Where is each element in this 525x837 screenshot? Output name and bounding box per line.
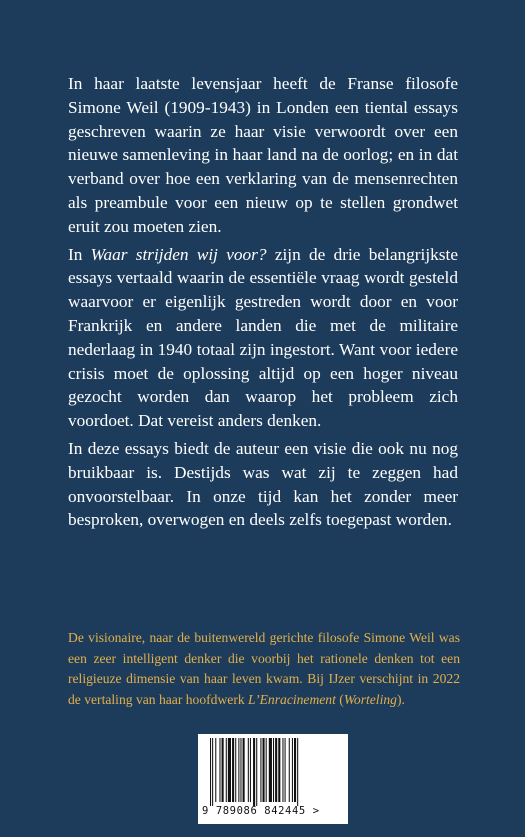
barcode-bar (292, 738, 293, 802)
barcode-bar (238, 738, 239, 802)
barcode-bar (266, 738, 267, 802)
isbn-barcode (198, 734, 348, 824)
barcode-bar (232, 738, 234, 802)
blurb-paragraph-3: In deze essays biedt de auteur een visie die ook nu nog bruikbaar is. Destijds was wat zij te zeggen had onvoorstelbaar. In onze tijd kan het zonder meer besproken, overwogen en deels zelfs toegepast worden. (68, 438, 458, 530)
barcode-bar (269, 738, 272, 802)
barcode-bar (215, 738, 216, 802)
author-bio-text: De visionaire, naar de buitenwereld gerichte filosofe Simone Weil was een zeer intelligent denker die voorbij het rationele denken tot een religieuze dimensie van haar leven kwam. Bij IJzer verschijnt in 2022 de vertaling van haar hoofdwerk (68, 630, 460, 707)
barcode-bar (248, 738, 249, 802)
barcode-bar (282, 738, 283, 802)
barcode-bar (212, 738, 213, 806)
paren-open: ( (335, 691, 344, 707)
barcode-bar (256, 738, 257, 806)
barcode-bar (226, 738, 227, 802)
blurb-paragraph-2-rest: zijn de drie belangrijkste essays vertaald waarin de essentiële vraag wordt gesteld waarvoor er eigenlijk gestreden wordt door en voor Frankrijk en andere landen die met de militaire nederlaag in 1940 totaal zijn ingestort. Want voor iedere crisis moet de oplossing altijd op een hoger niveau gezocht worden dan waarop het probleem zich voordoet. Dat vereist anders denken. (68, 244, 458, 431)
barcode-bar (278, 738, 280, 802)
barcode-bar (263, 738, 265, 802)
barcode-bars (198, 734, 348, 806)
blurb (68, 72, 458, 532)
barcode-digits: 9 789086 842445 > (202, 805, 320, 817)
barcode-bar (240, 738, 241, 802)
main-work-title: L’Enracinement (248, 691, 336, 707)
main-work-translation: Worteling (343, 691, 397, 707)
blurb-paragraph-1: In haar laatste levensjaar heeft de Franse filosofe Simone Weil (1909-1943) in Londen een tiental essays geschreven waarin ze haar visie verwoordt over een nieuwe samenleving in haar land na de oorlog; en in dat verband over hoe een verklaring van de mensenrechten als preambule voor een nieuw op te stellen grondwet eruit zou moeten zien. (68, 74, 458, 236)
barcode-bar (250, 738, 251, 802)
barcode-bar (219, 738, 220, 802)
barcode-bar (235, 738, 236, 802)
barcode-bar (222, 738, 224, 802)
barcode-bar (294, 738, 296, 802)
author-bio-paragraph (68, 628, 460, 710)
author-bio (68, 628, 460, 710)
barcode-bar (253, 738, 255, 806)
barcode-bar (228, 738, 231, 802)
book-title: Waar strijden wij voor? (90, 244, 267, 264)
blurb-paragraph-2 (68, 243, 458, 433)
barcode-bar (243, 738, 245, 802)
barcode-bar (260, 738, 261, 802)
barcode-bar (289, 738, 290, 802)
blurb-paragraph-2-start: In (68, 244, 91, 264)
barcode-bar (285, 738, 286, 802)
paren-close: ). (396, 691, 405, 707)
barcode-bar (275, 738, 277, 802)
barcode-bar (273, 738, 274, 802)
barcode-bar (297, 738, 298, 806)
barcode-bar (210, 738, 211, 806)
